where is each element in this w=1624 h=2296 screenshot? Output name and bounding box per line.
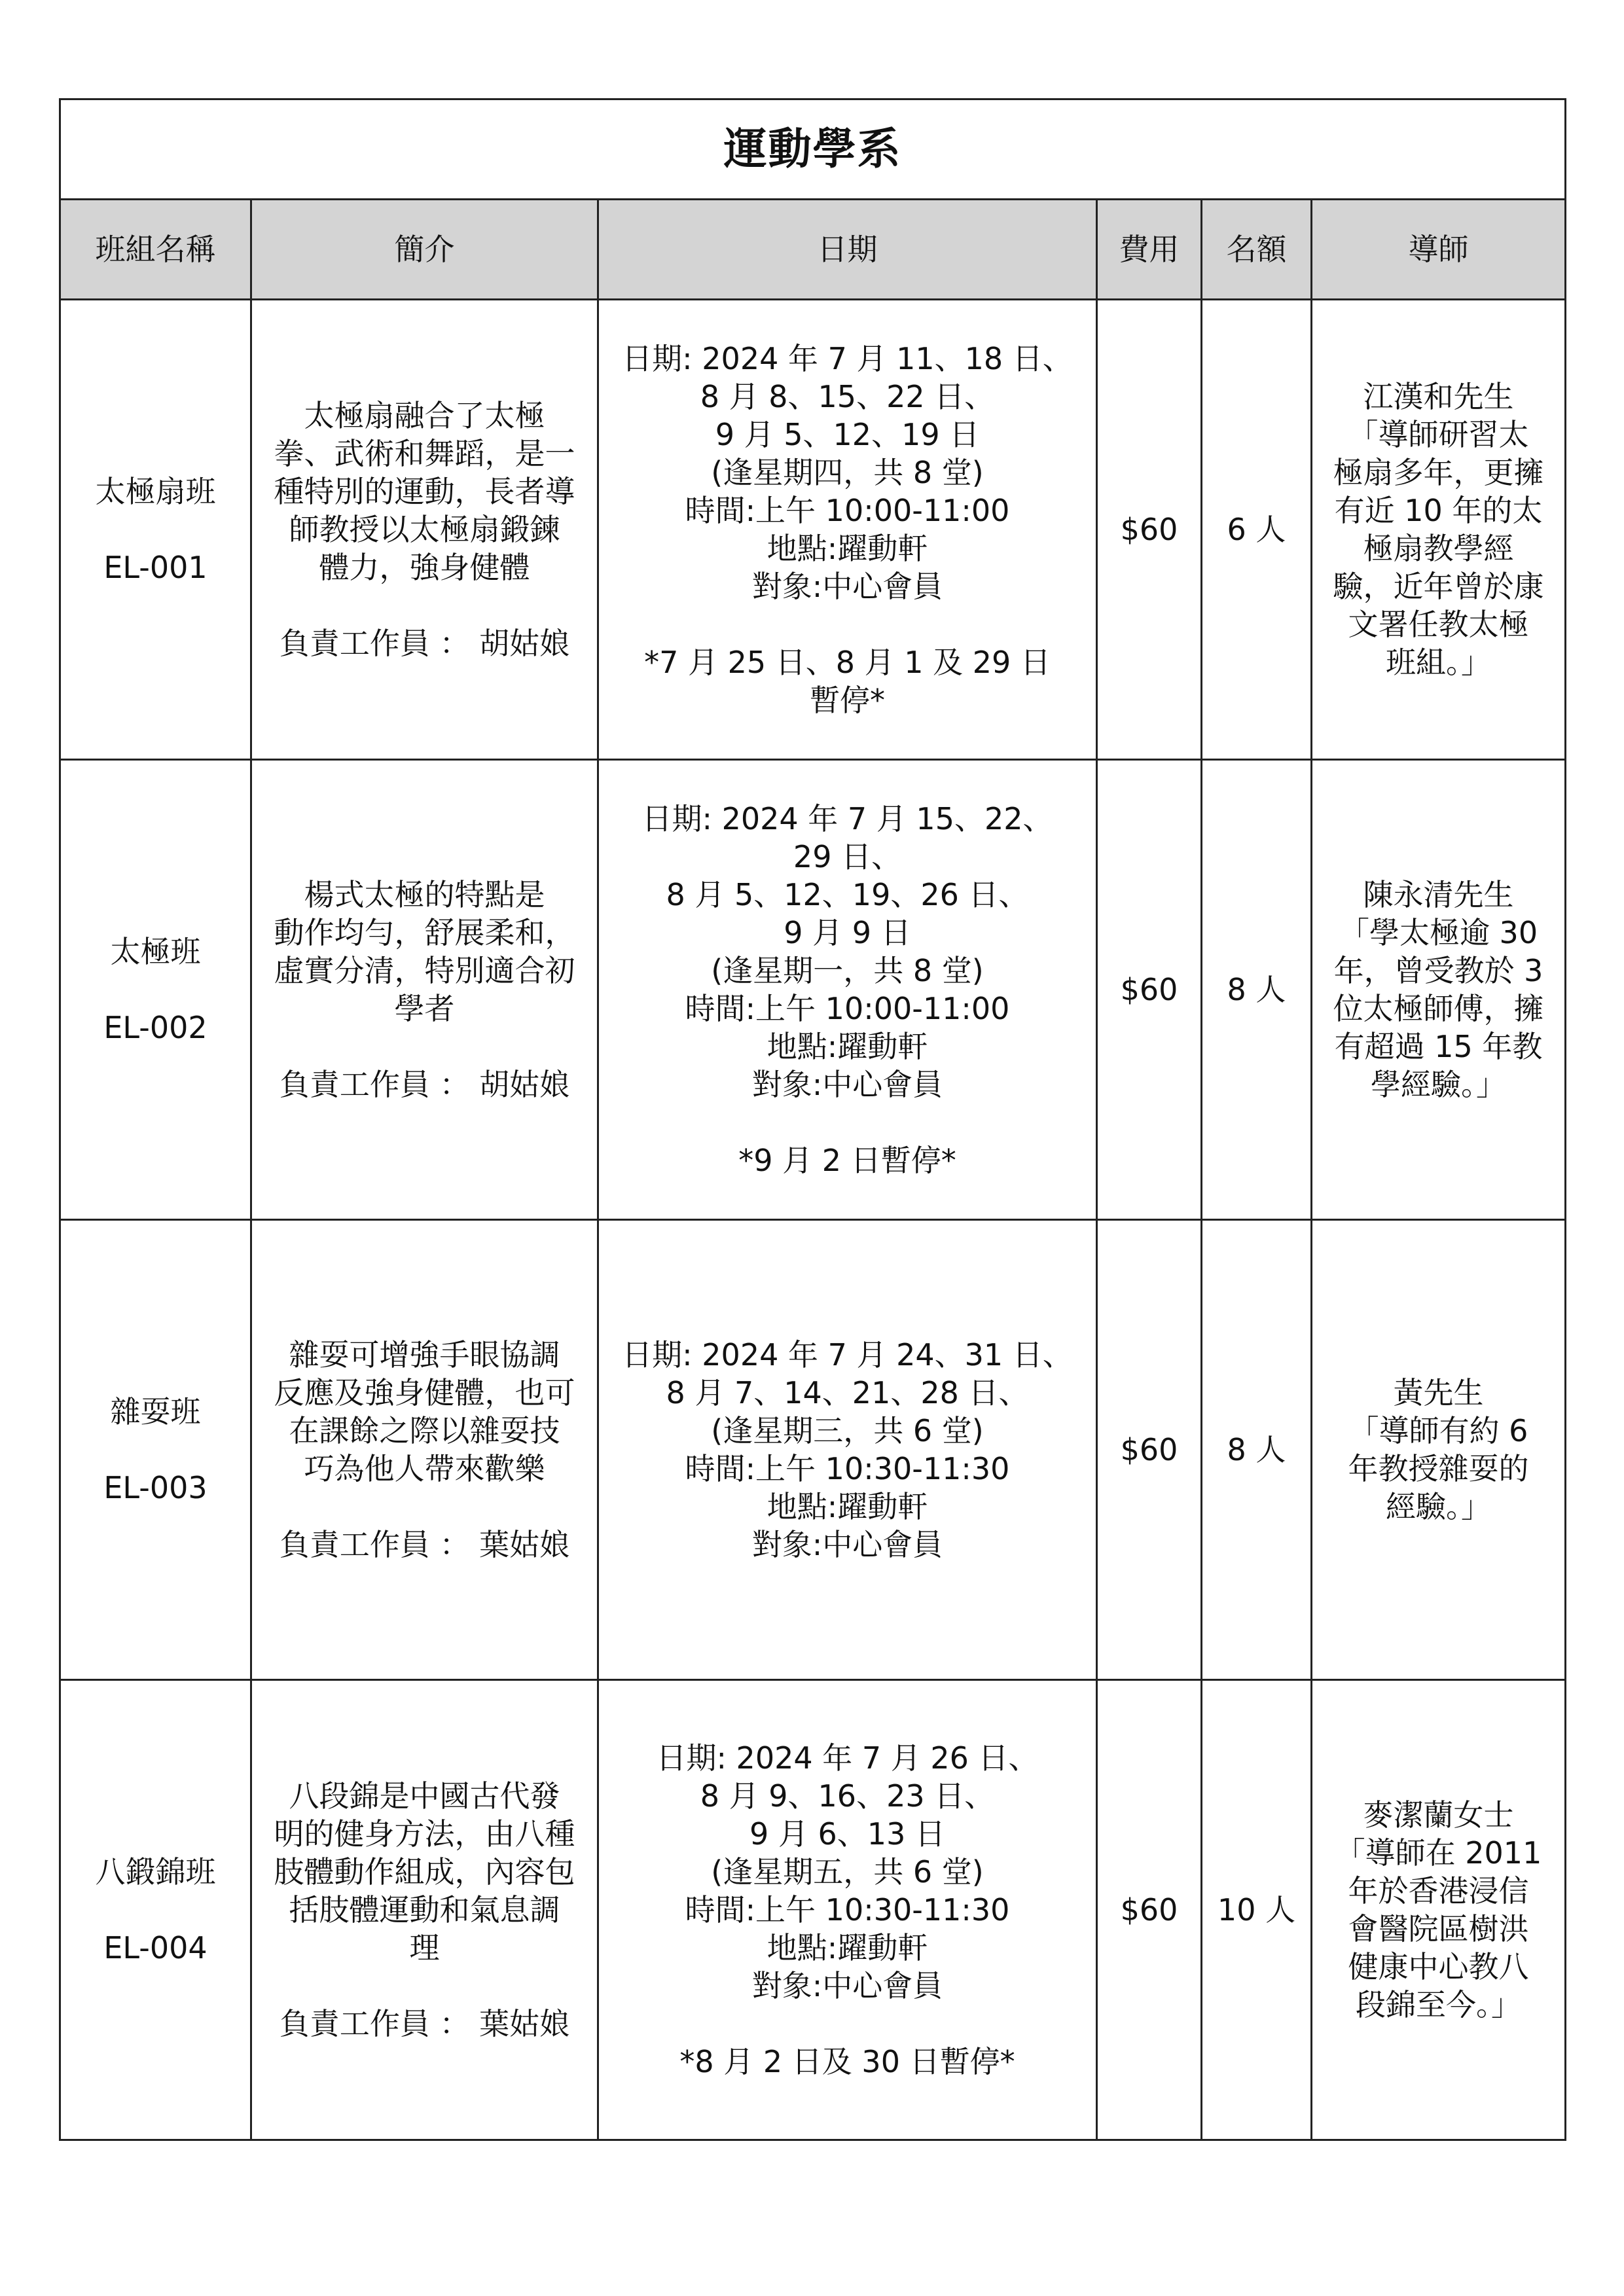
- date-line: 地點:躍動軒: [767, 1930, 928, 1965]
- intro-line: 理: [409, 1930, 440, 1965]
- course-table: [59, 98, 1566, 2141]
- date-line: 日期: 2024 年 7 月 11、18 日、: [622, 341, 1073, 376]
- tutor-line: 麥潔蘭女士: [1363, 1797, 1514, 1833]
- course-quota: 10 人: [1202, 1680, 1312, 2140]
- intro-line: 動作均勻，舒展柔和，: [274, 915, 575, 950]
- date-line: (逢星期五，共 6 堂): [711, 1854, 984, 1890]
- date-line: 對象:中心會員: [751, 1067, 943, 1102]
- tutor-line: 「學太極逾 30: [1339, 915, 1538, 950]
- course-intro-cell: [251, 760, 598, 1220]
- course-quota: 8 人: [1202, 1220, 1312, 1680]
- course-fee: $60: [1097, 300, 1202, 760]
- header-row: [60, 200, 1566, 300]
- course-row: [60, 1220, 1566, 1680]
- tutor-line: 經驗。」: [1386, 1489, 1492, 1524]
- date-line: 8 月 7、14、21、28 日、: [666, 1375, 1029, 1410]
- intro-line: 明的健身方法，由八種: [274, 1816, 575, 1852]
- date-line: 日期: 2024 年 7 月 24、31 日、: [622, 1337, 1073, 1372]
- course-code: EL-004: [103, 1930, 208, 1965]
- tutor-line: 有超過 15 年教: [1334, 1029, 1543, 1064]
- date-line: 對象:中心會員: [751, 569, 943, 604]
- date-line: 時間:上午 10:00-11:00: [685, 493, 1010, 528]
- course-date-cell: [598, 1680, 1097, 2140]
- intro-line: 種特別的運動，長者導: [274, 474, 575, 509]
- course-code: EL-002: [103, 1010, 208, 1045]
- course-intro-cell: [251, 300, 598, 760]
- header-fee: 費用: [1097, 200, 1202, 300]
- course-name: 雜耍班: [110, 1394, 201, 1429]
- staff-in-charge: 負責工作員 ： 葉姑娘: [279, 1527, 570, 1562]
- course-row: [60, 300, 1566, 760]
- course-tutor-cell: [1312, 1680, 1566, 2140]
- date-line: 地點:躍動軒: [767, 1029, 928, 1064]
- course-quota: 8 人: [1202, 760, 1312, 1220]
- date-line: 對象:中心會員: [751, 1527, 943, 1562]
- note-line: *7 月 25 日、8 月 1 及 29 日: [644, 645, 1051, 680]
- course-name-cell: [60, 1220, 251, 1680]
- course-fee: $60: [1097, 760, 1202, 1220]
- intro-line: 虛實分清，特別適合初: [274, 953, 575, 988]
- course-name: 太極班: [110, 934, 201, 969]
- course-name-cell: [60, 1680, 251, 2140]
- course-quota: 6 人: [1202, 300, 1312, 760]
- note-line: 暫停*: [810, 683, 885, 718]
- suspension-note: [611, 2043, 1084, 2081]
- date-line: 時間:上午 10:30-11:30: [685, 1892, 1010, 1928]
- intro-line: 雜耍可增強手眼協調: [289, 1337, 560, 1372]
- intro-line: 楊式太極的特點是: [304, 877, 545, 912]
- staff-in-charge: 負責工作員 ： 葉姑娘: [279, 2006, 570, 2041]
- tutor-line: 「導師有約 6: [1348, 1413, 1528, 1448]
- tutor-line: 黃先生: [1393, 1375, 1484, 1410]
- date-line: 地點:躍動軒: [767, 1489, 928, 1524]
- tutor-line: 「導師研習太: [1348, 417, 1529, 452]
- course-code: EL-001: [103, 550, 208, 585]
- date-line: 日期: 2024 年 7 月 15、22、: [641, 801, 1053, 836]
- tutor-line: 會醫院區樹洪: [1348, 1911, 1529, 1946]
- header-intro: 簡介: [251, 200, 598, 300]
- tutor-line: 年，曾受教於 3: [1333, 953, 1543, 988]
- course-row: [60, 1680, 1566, 2140]
- intro-line: 八段錦是中國古代發: [289, 1778, 560, 1814]
- course-fee: $60: [1097, 1680, 1202, 2140]
- course-name: 太極扇班: [95, 474, 216, 509]
- intro-line: 巧為他人帶來歡樂: [304, 1451, 545, 1486]
- date-line: 9 月 5、12、19 日: [715, 417, 980, 452]
- course-tutor-cell: [1312, 760, 1566, 1220]
- date-line: 日期: 2024 年 7 月 26 日、: [656, 1740, 1039, 1776]
- date-line: 8 月 8、15、22 日、: [700, 379, 995, 414]
- tutor-line: 文署任教太極: [1348, 607, 1529, 642]
- tutor-line: 有近 10 年的太: [1334, 493, 1543, 528]
- date-line: 時間:上午 10:00-11:00: [685, 991, 1010, 1026]
- course-date-cell: [598, 760, 1097, 1220]
- header-date: 日期: [598, 200, 1097, 300]
- course-schedule-page: [59, 98, 1564, 2141]
- course-name: 八鍛錦班: [95, 1854, 216, 1890]
- note-line: *8 月 2 日及 30 日暫停*: [679, 2044, 1015, 2079]
- tutor-line: 「導師在 2011: [1335, 1835, 1542, 1871]
- header-tutor: 導師: [1312, 200, 1566, 300]
- intro-line: 在課餘之際以雜耍技: [289, 1413, 560, 1448]
- tutor-line: 年於香港浸信: [1348, 1873, 1529, 1909]
- date-line: 8 月 9、16、23 日、: [700, 1778, 995, 1814]
- intro-line: 肢體動作組成，內容包: [274, 1854, 575, 1890]
- course-tutor-cell: [1312, 1220, 1566, 1680]
- course-date-cell: [598, 300, 1097, 760]
- course-row: [60, 760, 1566, 1220]
- date-line: 時間:上午 10:30-11:30: [685, 1451, 1010, 1486]
- intro-line: 括肢體運動和氣息調: [289, 1892, 560, 1928]
- tutor-line: 江漢和先生: [1363, 379, 1514, 414]
- suspension-note: [611, 1141, 1084, 1179]
- suspension-note: [611, 643, 1084, 719]
- tutor-line: 健康中心教八: [1348, 1949, 1529, 1984]
- course-code: EL-003: [103, 1470, 208, 1505]
- table-title: 運動學系: [60, 99, 1566, 200]
- course-intro-cell: [251, 1680, 598, 2140]
- intro-line: 太極扇融合了太極: [304, 398, 545, 433]
- intro-line: 拳、武術和舞蹈，是一: [274, 436, 575, 471]
- course-fee: $60: [1097, 1220, 1202, 1680]
- tutor-line: 驗，近年曾於康: [1333, 569, 1544, 604]
- intro-line: 體力，強身健體: [319, 550, 530, 585]
- date-line: 地點:躍動軒: [767, 531, 928, 566]
- date-line: 8 月 5、12、19、26 日、: [666, 877, 1029, 912]
- date-line: 29 日、: [793, 839, 902, 874]
- tutor-line: 極扇多年，更擁: [1333, 455, 1544, 490]
- tutor-line: 極扇教學經: [1363, 531, 1514, 566]
- date-line: (逢星期三，共 6 堂): [711, 1413, 984, 1448]
- course-tutor-cell: [1312, 300, 1566, 760]
- tutor-line: 位太極師傅，擁: [1333, 991, 1544, 1026]
- header-quota: 名額: [1202, 200, 1312, 300]
- intro-line: 師教授以太極扇鍛鍊: [289, 512, 560, 547]
- date-line: 對象:中心會員: [751, 1968, 943, 2003]
- tutor-line: 段錦至今。」: [1356, 1987, 1522, 2022]
- course-date-cell: [598, 1220, 1097, 1680]
- intro-line: 反應及強身健體，也可: [274, 1375, 575, 1410]
- date-line: (逢星期四，共 8 堂): [711, 455, 984, 490]
- tutor-line: 年教授雜耍的: [1348, 1451, 1529, 1486]
- staff-in-charge: 負責工作員 ： 胡姑娘: [279, 1067, 570, 1102]
- course-intro-cell: [251, 1220, 598, 1680]
- tutor-line: 班組。」: [1386, 645, 1492, 680]
- tutor-line: 陳永清先生: [1363, 877, 1514, 912]
- course-name-cell: [60, 300, 251, 760]
- header-name: 班組名稱: [60, 200, 251, 300]
- date-line: 9 月 6、13 日: [749, 1816, 945, 1852]
- date-line: (逢星期一，共 8 堂): [711, 953, 984, 988]
- course-name-cell: [60, 760, 251, 1220]
- intro-line: 學者: [394, 991, 455, 1026]
- date-line: 9 月 9 日: [784, 915, 911, 950]
- tutor-line: 學經驗。」: [1371, 1067, 1507, 1102]
- staff-in-charge: 負責工作員 ： 胡姑娘: [279, 626, 570, 661]
- note-line: *9 月 2 日暫停*: [738, 1143, 956, 1178]
